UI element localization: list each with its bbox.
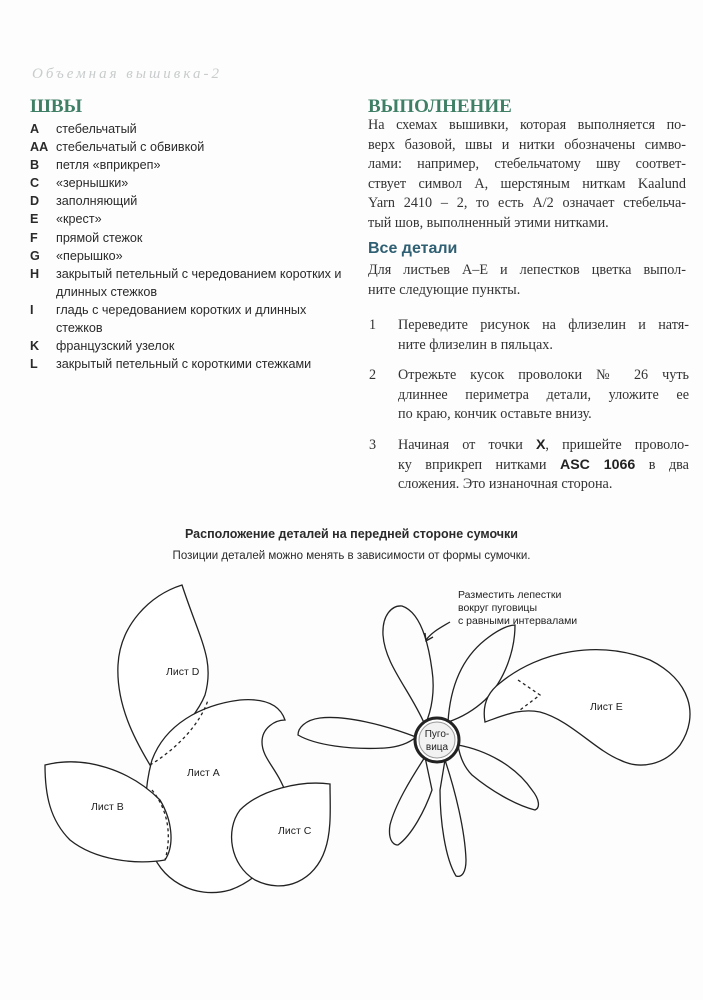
text: ку вприкреп нитками <box>398 456 560 473</box>
text-line: ните флизелин в пяльцах. <box>398 336 553 353</box>
text-line: Отрежьте кусок проволоки № 26 чуть <box>398 367 689 383</box>
text-line: ствует символ А, шерстяным ниткам Kaalund <box>368 175 686 192</box>
note-line: Разместить лепестки <box>458 589 562 601</box>
stitch-description: петля «вприкреп» <box>56 158 161 173</box>
stitch-code: F <box>30 230 38 245</box>
text-line: На схемах вышивки, которая выполняется по- <box>368 117 686 133</box>
stitch-description: французский узелок <box>56 339 175 354</box>
text: , пришейте проволо- <box>545 437 689 453</box>
leaf-e <box>484 650 690 765</box>
stitch-code: C <box>30 176 40 191</box>
text: ASC 1066 <box>559 456 636 473</box>
step-number: 2 <box>369 367 377 383</box>
label-leaf-b: Лист B <box>91 801 124 813</box>
petal <box>389 757 432 845</box>
text-line: Yarn 2410 – 2, то есть А/2 означает стебельча- <box>368 195 686 211</box>
text-line: Переведите рисунок на флизелин и натя- <box>398 317 689 333</box>
note-line: с равными интервалами <box>458 615 578 627</box>
stitch-code: L <box>30 357 38 372</box>
text-line: ните следующие пункты. <box>368 281 521 298</box>
text: X <box>535 437 546 453</box>
stitch-description: гладь с чередованием коротких и длинных стежков <box>56 302 307 336</box>
diagram-subtitle: Позиции деталей можно менять в зависимости от формы сумочки. <box>172 550 531 562</box>
text: Начиная от точки <box>398 437 536 453</box>
note-line: вокруг пуговицы <box>458 602 537 614</box>
stitch-description: «зернышки» <box>56 176 129 191</box>
petal <box>298 717 416 748</box>
stitch-description: заполняющий <box>56 194 138 209</box>
stitch-description: стебельчатый <box>56 122 137 136</box>
execution-heading: ВЫПОЛНЕНИЕ <box>368 96 512 117</box>
stitch-code: B <box>30 158 40 173</box>
label-leaf-a: Лист А <box>187 767 220 779</box>
label-leaf-c: Лист C <box>278 825 312 837</box>
stitch-code: G <box>30 248 40 263</box>
petal <box>383 606 433 725</box>
text-line: тый шов, выполненный этими нитками. <box>368 214 609 231</box>
label-leaf-e: Лист E <box>590 701 623 713</box>
button-label-1: Пуго- <box>424 729 450 740</box>
text-line: длиннее периметра детали, уложите ее <box>398 386 689 403</box>
stitch-description: прямой стежок <box>56 230 143 245</box>
petal <box>440 760 466 876</box>
stitch-code: E <box>30 212 39 227</box>
label-leaf-d: Лист D <box>166 666 200 678</box>
text-line: верх базовой, швы и нитки обозначены симво- <box>368 136 686 153</box>
text-line: по краю, кончик оставьте внизу. <box>398 406 592 422</box>
step-number: 1 <box>369 317 377 333</box>
stitch-code: AA <box>30 140 49 155</box>
step-number: 3 <box>369 437 377 453</box>
all-parts-heading: Все детали <box>368 240 458 257</box>
petal <box>458 745 538 810</box>
button-label-2: вица <box>425 742 449 753</box>
stitch-description: «перышко» <box>56 248 123 263</box>
stitch-description: стебельчатый с обвивкой <box>56 140 205 155</box>
stitch-code: K <box>30 339 40 354</box>
running-header: Объемная вышивка-2 <box>32 66 222 82</box>
text: в два <box>635 456 689 473</box>
stitch-description: закрытый петельный с чередованием коротких и длинных стежков <box>56 266 342 299</box>
stitch-code: D <box>30 194 40 209</box>
diagram-title: Расположение деталей на передней стороне сумочки <box>185 527 518 541</box>
stitch-description: «крест» <box>56 212 102 227</box>
text-line: лами: например, стебельчатому шву соответ- <box>368 156 686 172</box>
stitch-description: закрытый петельный с короткими стежками <box>56 357 312 372</box>
stitch-code: A <box>30 122 40 136</box>
stitches-heading: ШВЫ <box>30 96 83 117</box>
stitch-code: H <box>30 266 40 281</box>
text-line: Для листьев А–Е и лепестков цветка выпол- <box>368 262 686 278</box>
note-pointer <box>426 622 450 640</box>
stitch-code: I <box>30 302 34 317</box>
text-line: сложения. Это изнаночная сторона. <box>398 476 613 492</box>
